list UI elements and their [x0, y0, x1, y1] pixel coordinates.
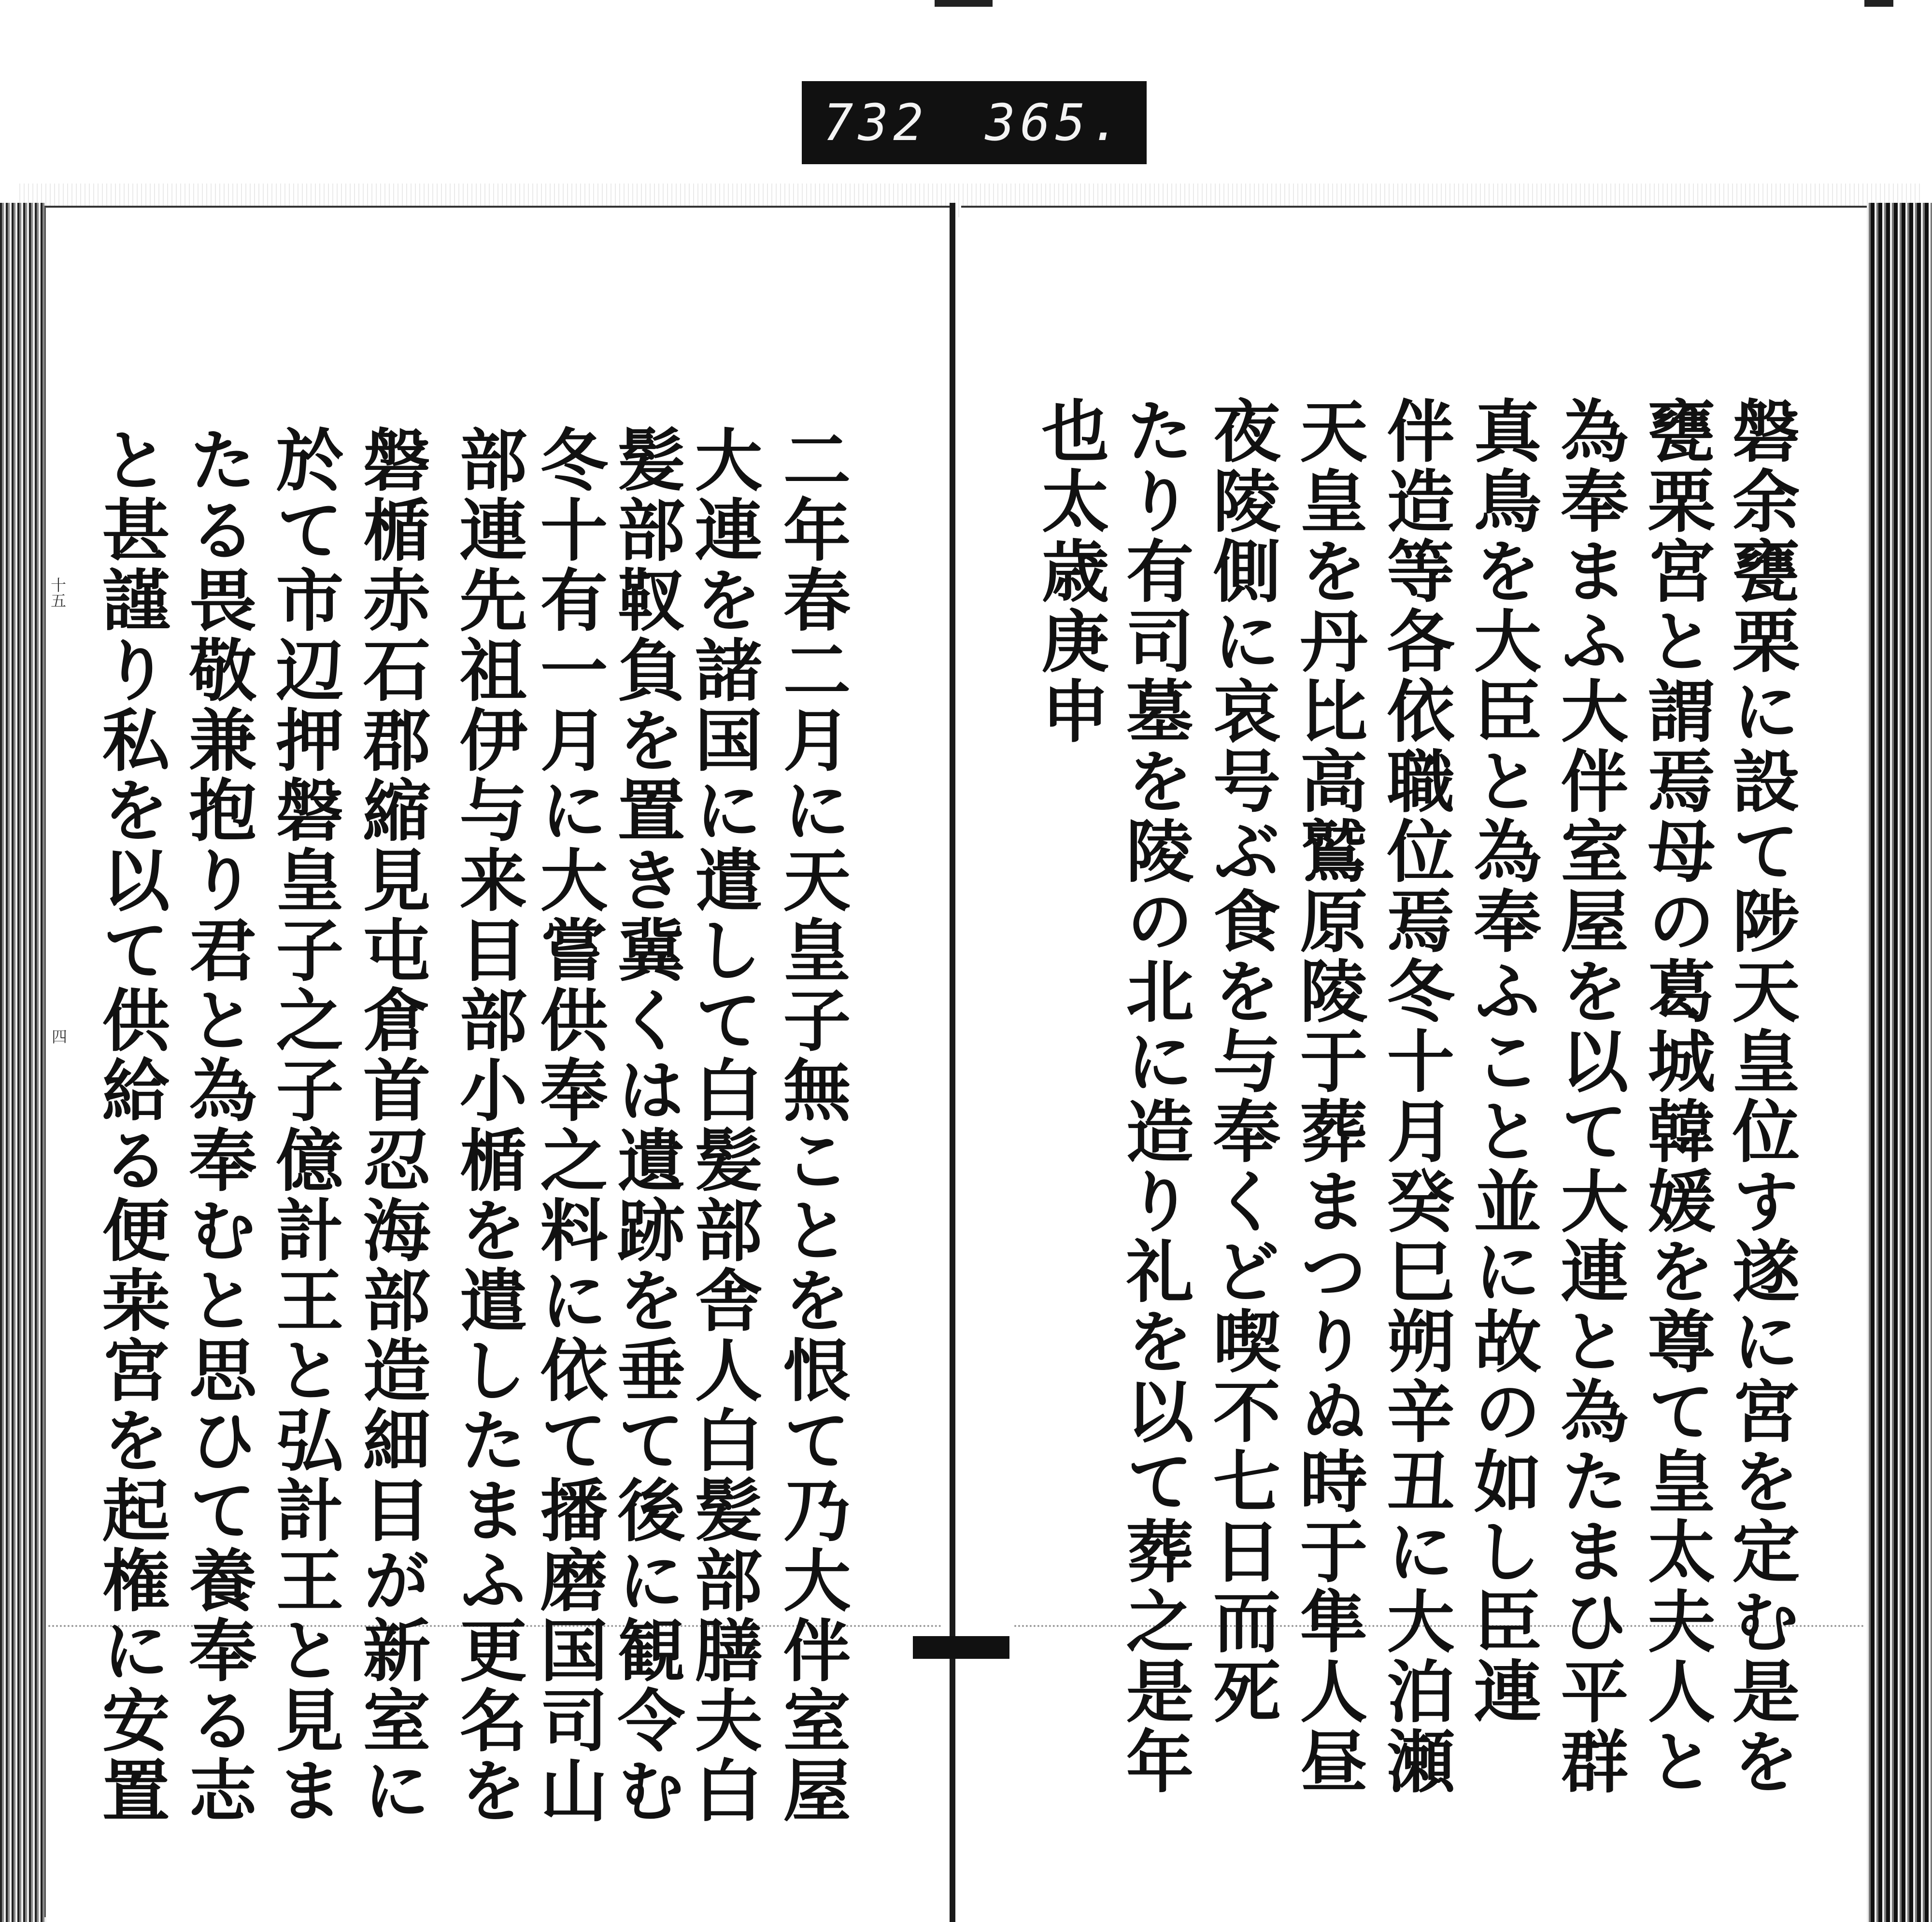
text-column: 二年春二月に天皇子無ことを恨て乃大伴室屋: [772, 425, 851, 1825]
folio-number: 十五: [48, 577, 67, 608]
text-column: 為奉まふ大伴室屋を以て大連と為たまひ平群: [1549, 396, 1629, 1796]
text-column: たり有司墓を陵の北に造り礼を以て葬之是年: [1115, 396, 1194, 1796]
text-column: 部連先祖伊与来目部小楯を遣したまふ更名を: [448, 425, 527, 1825]
text-column: たる畏敬兼抱り君と為奉むと思ひて養奉る志: [178, 425, 257, 1825]
text-column: 甕栗宮と謂焉母の葛城韓媛を尊て皇太夫人と: [1636, 396, 1716, 1796]
text-column: 也太歳庚申: [1030, 396, 1109, 746]
scan-edge-mark: [1864, 0, 1893, 7]
page-edge-left: [0, 203, 46, 1922]
text-column: 冬十有一月に大嘗供奉之料に依て播磨国司山: [529, 425, 608, 1825]
text-column: 磐余甕栗に設て陟天皇位す遂に宮を定む是を: [1721, 396, 1800, 1796]
frame-number-right: 365.: [985, 93, 1125, 152]
section-mark: 四: [49, 1029, 68, 1044]
book-spread: [0, 203, 1932, 1825]
text-column: 伴造等各依職位焉冬十月癸巳朔辛丑に大泊瀬: [1376, 396, 1455, 1796]
text-column: 髪部靫負を置き冀くは遺跡を垂て後に観令む: [606, 425, 685, 1825]
text-column: 真鳥を大臣と為奉ふこと並に故の如し臣連: [1463, 396, 1542, 1726]
film-frame-label: [802, 81, 1147, 164]
text-column: 夜陵側に哀号ぶ食を与奉くど喫不七日而死: [1202, 396, 1281, 1726]
book-gutter: [950, 203, 955, 1922]
page-edge-right: [1867, 203, 1932, 1922]
gutter-clip: [913, 1636, 1009, 1659]
scan-edge-mark: [935, 0, 993, 7]
text-column: と甚謹り私を以て供給る便桒宮を起権に安置: [91, 425, 170, 1825]
text-column: 於て市辺押磐皇子之子億計王と弘計王と見ま: [265, 425, 344, 1825]
frame-number-left: 732: [823, 93, 928, 152]
text-column: 大連を諸国に遣して白髪部舎人白髪部膳夫白: [683, 425, 763, 1825]
text-column: 天皇を丹比高鷲原陵于葬まつりぬ時于隼人昼: [1289, 396, 1368, 1796]
text-column: 磐楯赤石郡縮見屯倉首忍海部造細目が新室に: [352, 425, 431, 1825]
